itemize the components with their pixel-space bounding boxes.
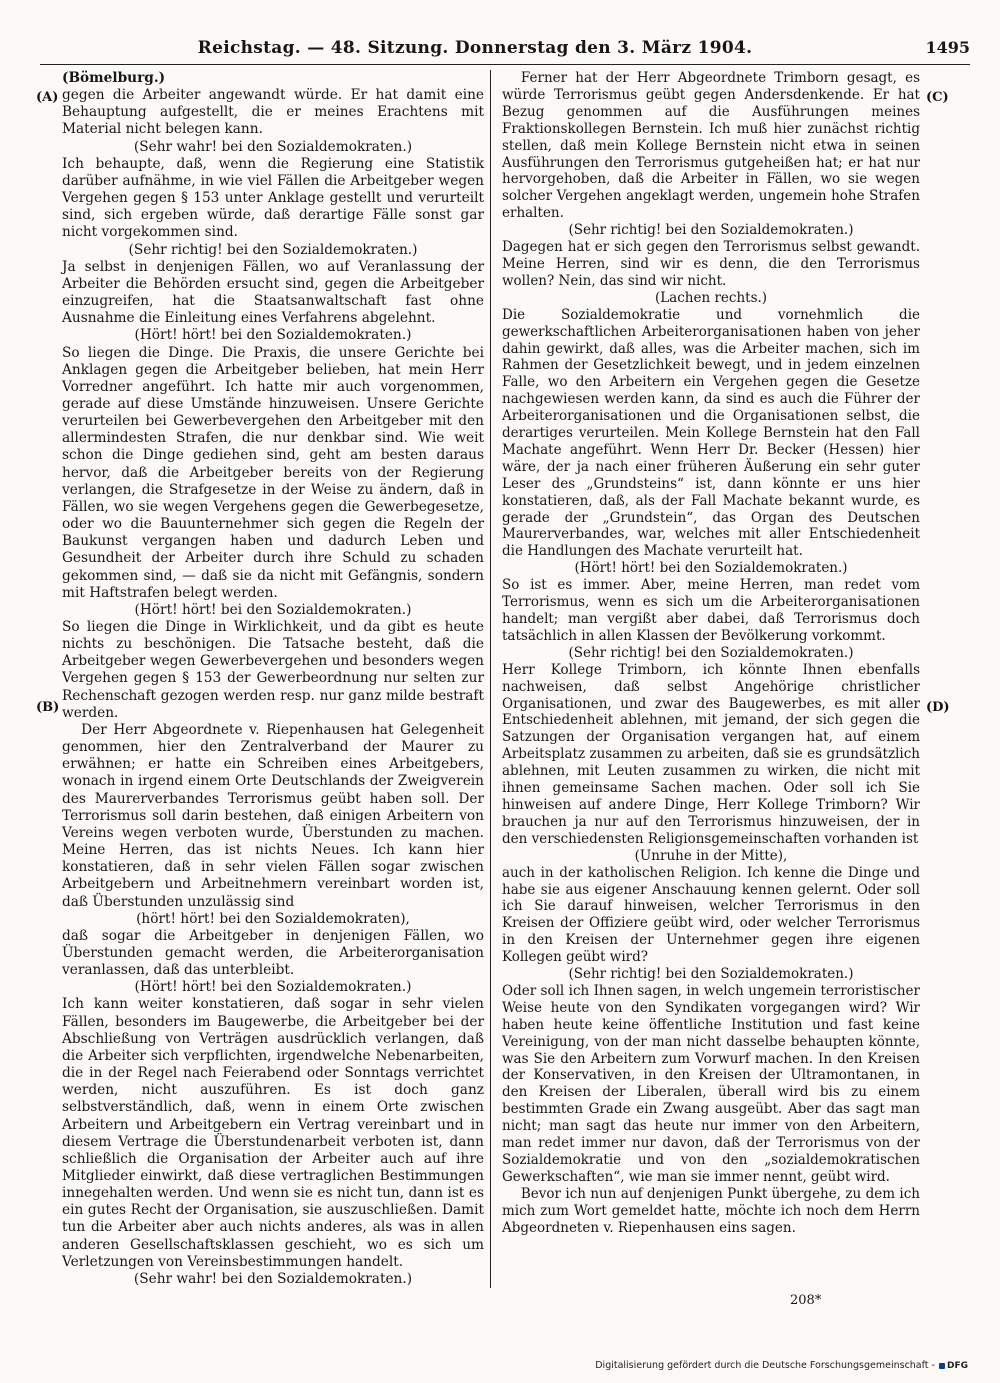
- signature-mark: 208*: [790, 1293, 822, 1308]
- paragraph: Die Sozialdemokratie und vornehmlich die gewerkschaftlichen Arbeiterorganisationen haben von jeher dahin gewirkt, daß alles, was die Arbeiter machen, sich im Rahmen der Gesetzlichkeit bewegt, und in jedem einzelnen Falle, wo den Arbeitern ein Vergehen gegen die Gesetze nachgewiesen werden kann, da sind es auch die Führer der Arbeiterorganisationen und die Organisationen selbst, die derartiges verurteilen. Mein Kollege Bernstein hat den Fall Machate angeführt. Wenn Herr Dr. Becker (Hessen) hier wäre, der ja nach einer früheren Äußerung ein sehr guter Leser des „Grundsteins“ ist, dann könnte er uns hier konstatieren, daß, als der Fall Machate bekannt wurde, es gerade der „Grundstein“, das Organ des Deutschen Maurerverbandes, war, welches mit aller Entschiedenheit die Handlungen des Machate verurteilt hat.: [502, 306, 920, 560]
- right-column: [502, 70, 920, 1237]
- interjection: (Sehr richtig! bei den Sozialdemokraten.): [568, 966, 854, 983]
- footer-text: Digitalisierung gefördert durch die Deutsche Forschungsgemeinschaft -: [595, 1360, 935, 1371]
- page-number: 1495: [925, 38, 970, 57]
- paragraph: Der Herr Abgeordnete v. Riepenhausen hat Gelegenheit genommen, hier den Zentralverband der Maurer zu erwähnen; er hatte ein Schreiben eines Arbeitgebers, wonach in irgend einem Orte Deutschlands der Zweigverein des Maurerverbandes Terrorismus geübt haben soll. Der Terrorismus soll darin bestehen, daß einigen Arbeitern von Vereins wegen verboten wurde, Überstunden zu machen. Meine Herren, das ist nichts Neues. Ich kann hier konstatieren, daß in sehr vielen Fällen sogar zwischen Arbeitgebern und Arbeitnehmern vereinbart worden ist, daß Überstunden unzulässig sind: [62, 721, 484, 910]
- paragraph: Oder soll ich Ihnen sagen, in welch ungemein terroristischer Weise heute von den Syndikaten vorgegangen wird? Wir haben heute keine öffentliche Institution und fast keine Vereinigung, von der man nicht dasselbe behaupten könnte, was Sie den Arbeitern zum Vorwurf machen. In den Kreisen der Konservativen, in den Kreisen der Ultramontanen, in den Kreisen der Liberalen, überall wird bis zu einem bestimmten Grade ein Zwang ausgeübt. Aber das sagt man nicht; man sagt das heute nur immer von den Arbeitern, man redet immer nur davon, daß der Terrorismus von der Sozialdemokratie und von den „sozialdemokratischen Gewerkschaften“, wie man sie immer nennt, geübt wird.: [502, 982, 920, 1185]
- paragraph: Bevor ich nun auf denjenigen Punkt übergehe, zu dem ich mich zum Wort gemeldet hatte, möchte ich noch dem Herrn Abgeordneten v. Riepenhausen eins sagen.: [502, 1185, 920, 1236]
- paragraph: Ja selbst in denjenigen Fällen, wo auf Veranlassung der Arbeiter die Behörden ersucht sind, gegen die Arbeitgeber einzugreifen, hat die Staatsanwaltschaft fast ohne Ausnahme die Einleitung eines Verfahrens abgelehnt.: [62, 258, 484, 327]
- interjection: (Sehr richtig! bei den Sozialdemokraten.): [128, 241, 418, 258]
- paragraph: Ferner hat der Herr Abgeordnete Trimborn gesagt, es würde Terrorismus geübt gegen Andersdenkende. Er hat Bezug genommen auf die Ausführungen meines Fraktionskollegen Bernstein. Ich muß hier zunächst richtig stellen, daß mein Kollege Bernstein nicht etwa in seinen Ausführungen den Terrorismus gutgeheißen hat; er hat nur hervorgehoben, daß die Arbeiter in Fällen, wo sie wegen solcher Vergehen angeklagt werden, ungemein hohe Strafen erhalten.: [502, 70, 920, 222]
- interjection: (Unruhe in der Mitte),: [634, 847, 788, 864]
- paragraph: auch in der katholischen Religion. Ich kenne die Dinge und habe sie aus eigener Anschauung kennen gelernt. Oder soll ich Sie darauf hinweisen, welcher Terrorismus in den Kreisen der Offiziere geübt wird, oder welcher Terrorismus in den Kreisen der Unternehmer gegen ihre eigenen Kollegen geübt wird?: [502, 864, 920, 966]
- page-title: Reichstag. — 48. Sitzung. Donnerstag den 3. März 1904.: [197, 38, 753, 58]
- speaker-name: (Bömelburg.): [62, 70, 166, 86]
- left-column: [62, 70, 484, 1288]
- dfg-logo-text: DFG: [946, 1360, 968, 1371]
- interjection: (Sehr richtig! bei den Sozialdemokraten.): [568, 222, 854, 239]
- paragraph: So ist es immer. Aber, meine Herren, man redet vom Terrorismus, wenn es sich um die Arbeiterorganisationen handelt; man vergißt aber dabei, daß Terrorismus doch tatsächlich in allen Klassen der Bevölkerung vorkommt.: [502, 577, 920, 644]
- interjection: (Sehr wahr! bei den Sozialdemokraten.): [133, 138, 413, 155]
- page-header: [40, 38, 970, 65]
- paragraph: So liegen die Dinge. Die Praxis, die unsere Gerichte bei Anklagen gegen die Arbeitgeber belieben, hat mein Herr Vorredner angeführt. Ich hatte mir auch vorgenommen, gerade auf diese Umstände hinzuweisen. Unsere Gerichte verurteilen bei Gewerbevergehen den Arbeitgeber mit den allermindesten Strafen, die nur denkbar sind. Wie weit schon die Dinge gediehen sind, geht am besten daraus hervor, daß die Arbeitgeber bereits von der Regierung verlangen, die Strafgesetze in der Weise zu ändern, daß in Fällen, wo sie wegen Vergehens gegen die Gewerbegesetze, oder wo die Bauunternehmer sich gegen die Regeln der Baukunst vergangen haben und dadurch Leben und Gesundheit der Arbeiter durch ihre Schuld zu schaden gekommen sind, — daß sie da nicht mit Gefängnis, sondern mit Haftstrafen belegt werden.: [62, 344, 484, 601]
- dfg-logo-mark-icon: [939, 1363, 945, 1369]
- margin-label-c: (C): [926, 90, 949, 105]
- margin-label-b: (B): [36, 700, 60, 715]
- paragraph: daß sogar die Arbeitgeber in denjenigen Fällen, wo Überstunden gemacht werden, die Arbeiterorganisation veranlassen, daß das unterbleibt.: [62, 927, 484, 979]
- paragraph: Dagegen hat er sich gegen den Terrorismus selbst gewandt. Meine Herren, sind wir es denn, die den Terrorismus wollen? Nein, das sind wir nicht.: [502, 239, 920, 289]
- margin-label-a: (A): [36, 90, 59, 105]
- paragraph: gegen die Arbeiter angewandt würde. Er hat damit eine Behauptung aufgestellt, die er meines Erachtens mit Material nicht belegen kann.: [62, 87, 484, 138]
- interjection: (Lachen rechts.): [654, 289, 768, 306]
- interjection: (Hört! hört! bei den Sozialdemokraten.): [134, 979, 412, 996]
- interjection: (Hört! hört! bei den Sozialdemokraten.): [134, 601, 412, 618]
- interjection: (hört! hört! bei den Sozialdemokraten),: [136, 910, 410, 927]
- interjection: (Hört! hört! bei den Sozialdemokraten.): [574, 560, 848, 577]
- paragraph: So liegen die Dinge in Wirklichkeit, und da gibt es heute nichts zu beschönigen. Die Tatsache besteht, daß die Arbeitgeber wegen Gewerbevergehen und besonders wegen Vergehen gegen § 153 der Gewerbeordnung nur selten zur Rechenschaft gezogen werden resp. nur ganz milde bestraft werden.: [62, 619, 484, 721]
- interjection: (Sehr wahr! bei den Sozialdemokraten.): [133, 1270, 413, 1287]
- paragraph: Herr Kollege Trimborn, ich könnte Ihnen ebenfalls nachweisen, daß selbst Angehörige christlicher Organisationen, und zwar des Baugewerbes, es mit aller Entschiedenheit ablehnen, mit jemand, der sich gegen die Satzungen der Organisation vergangen hat, auf einem Arbeitsplatz zusammen zu arbeiten, daß sie es grundsätzlich ablehnen, mit Leuten zusammen zu wirken, die nicht mit ihnen gemeinsame Sachen machen. Oder soll ich Sie hinweisen auf andere Dinge, Herr Kollege Trimborn? Wir brauchen ja nur auf den Terrorismus hinzuweisen, der in den verschiedensten Religionsgemeinschaften vorhanden ist: [502, 661, 920, 847]
- interjection: (Sehr richtig! bei den Sozialdemokraten.): [568, 644, 854, 661]
- paragraph: Ich kann weiter konstatieren, daß sogar in sehr vielen Fällen, besonders im Baugewerbe, die Arbeitgeber bei der Abschließung von Verträgen ausdrücklich verlangen, daß die Arbeiter sich verpflichten, irgendwelche Nebenarbeiten, die in der Regel nach Feierabend oder Sonntags verrichtet werden, nicht auszuführen. Es ist doch ganz selbstverständlich, daß, wenn in einem Orte zwischen Arbeitern und Arbeitgebern ein Vertrag vereinbart und in diesem Vertrage die Überstundenarbeit verboten ist, dann schließlich die Organisation der Arbeiter auch auf ihre Mitglieder einwirkt, daß diese vertraglichen Bestimmungen innegehalten werden. Und wenn sie es nicht tun, dann ist es ein gutes Recht der Organisation, sie auszuschließen. Damit tun die Arbeiter aber auch nichts anderes, als was in allen anderen Gesellschaftsklassen geschieht, wo es sich um Verletzungen von Vereinsbestimmungen handelt.: [62, 996, 484, 1270]
- interjection: (Hört! hört! bei den Sozialdemokraten.): [134, 327, 412, 344]
- paragraph: Ich behaupte, daß, wenn die Regierung eine Statistik darüber aufnähme, in wie viel Fällen die Arbeitgeber wegen Vergehen gegen § 153 unter Anklage gestellt und verurteilt sind, sich ergeben würde, daß derartige Fälle sonst gar nicht vorgekommen sind.: [62, 155, 484, 241]
- dfg-logo: [939, 1361, 968, 1371]
- column-divider: [490, 70, 491, 1288]
- footer: [595, 1360, 968, 1371]
- margin-label-d: (D): [926, 700, 950, 715]
